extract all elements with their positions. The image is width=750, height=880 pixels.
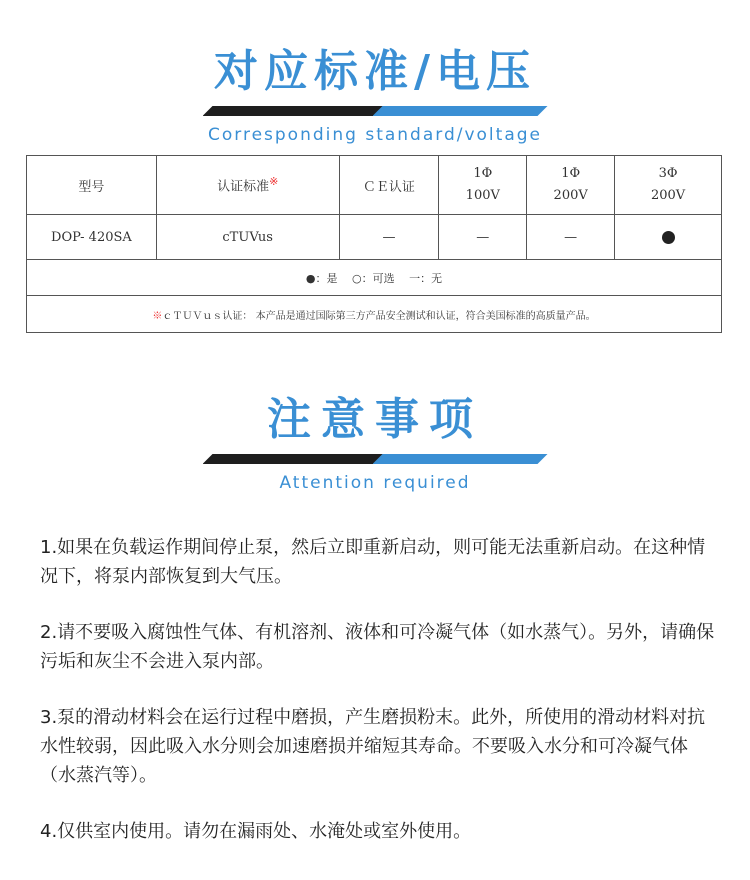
- title-underline: [203, 106, 548, 116]
- note-item: 1.如果在负载运作期间停止泵，然后立即重新启动，则可能无法重新启动。在这种情况下，将泵内部恢复到大气压。: [40, 537, 706, 587]
- cell-ce: —: [339, 215, 439, 260]
- header-voltage-3: 3Φ 200V: [615, 156, 722, 215]
- cell-voltage-1: —: [439, 215, 527, 260]
- header-ce: ＣＥ认证: [339, 156, 439, 215]
- note-item: 2.请不要吸入腐蚀性气体、有机溶剂、液体和可冷凝气体（如水蒸气）。另外，请确保污垢和灰尘不会进入泵内部。: [40, 622, 715, 672]
- cell-model: DOP- 420SA: [27, 215, 157, 260]
- filled-dot-icon: [662, 231, 675, 244]
- title-underline: [203, 454, 548, 464]
- cert-footnote-mark: ※: [269, 175, 279, 189]
- spec-table: [26, 155, 722, 333]
- underline-blue-stripe: [373, 106, 548, 116]
- header-voltage-2: 1Φ 200V: [527, 156, 615, 215]
- section-title: 对应标准/电压: [213, 46, 537, 97]
- cell-voltage-2: —: [527, 215, 615, 260]
- section-subtitle: Attention required: [279, 473, 471, 493]
- section-title: 注意事项: [267, 394, 483, 445]
- header-cert: 认证标准※: [156, 156, 339, 215]
- underline-dark-stripe: [203, 106, 388, 116]
- notes-list: [40, 533, 720, 873]
- table-row: [27, 215, 722, 260]
- footnote: [27, 296, 722, 333]
- section-header-standard: [0, 44, 750, 146]
- cell-voltage-3: [615, 215, 722, 260]
- cell-cert: cTUVus: [156, 215, 339, 260]
- footnote-mark: ※: [152, 310, 163, 322]
- table-legend-row: [27, 260, 722, 296]
- note-item: 3.泵的滑动材料会在运行过程中磨损，产生磨损粉末。此外，所使用的滑动材料对抗水性较弱，因此吸入水分则会加速磨损并缩短其寿命。不要吸入水分和可冷凝气体（水蒸汽等）。: [40, 707, 706, 786]
- section-subtitle: Corresponding standard/voltage: [208, 125, 542, 145]
- underline-blue-stripe: [373, 454, 548, 464]
- legend-text: ●：是 ○：可选 一：无: [27, 260, 722, 296]
- header-voltage-1: 1Φ 100V: [439, 156, 527, 215]
- section-header-attention: [0, 392, 750, 494]
- table-header-row: [27, 156, 722, 215]
- footnote-label: ｃＴＵＶｕｓ认证：: [162, 310, 253, 322]
- table-footnote-row: [27, 296, 722, 333]
- footnote-text: 本产品是通过国际第三方产品安全测试和认证，符合美国标准的高质量产品。: [255, 310, 596, 322]
- note-item: 4.仅供室内使用。请勿在漏雨处、水淹处或室外使用。: [40, 821, 472, 842]
- header-model: 型号: [27, 156, 157, 215]
- underline-dark-stripe: [203, 454, 388, 464]
